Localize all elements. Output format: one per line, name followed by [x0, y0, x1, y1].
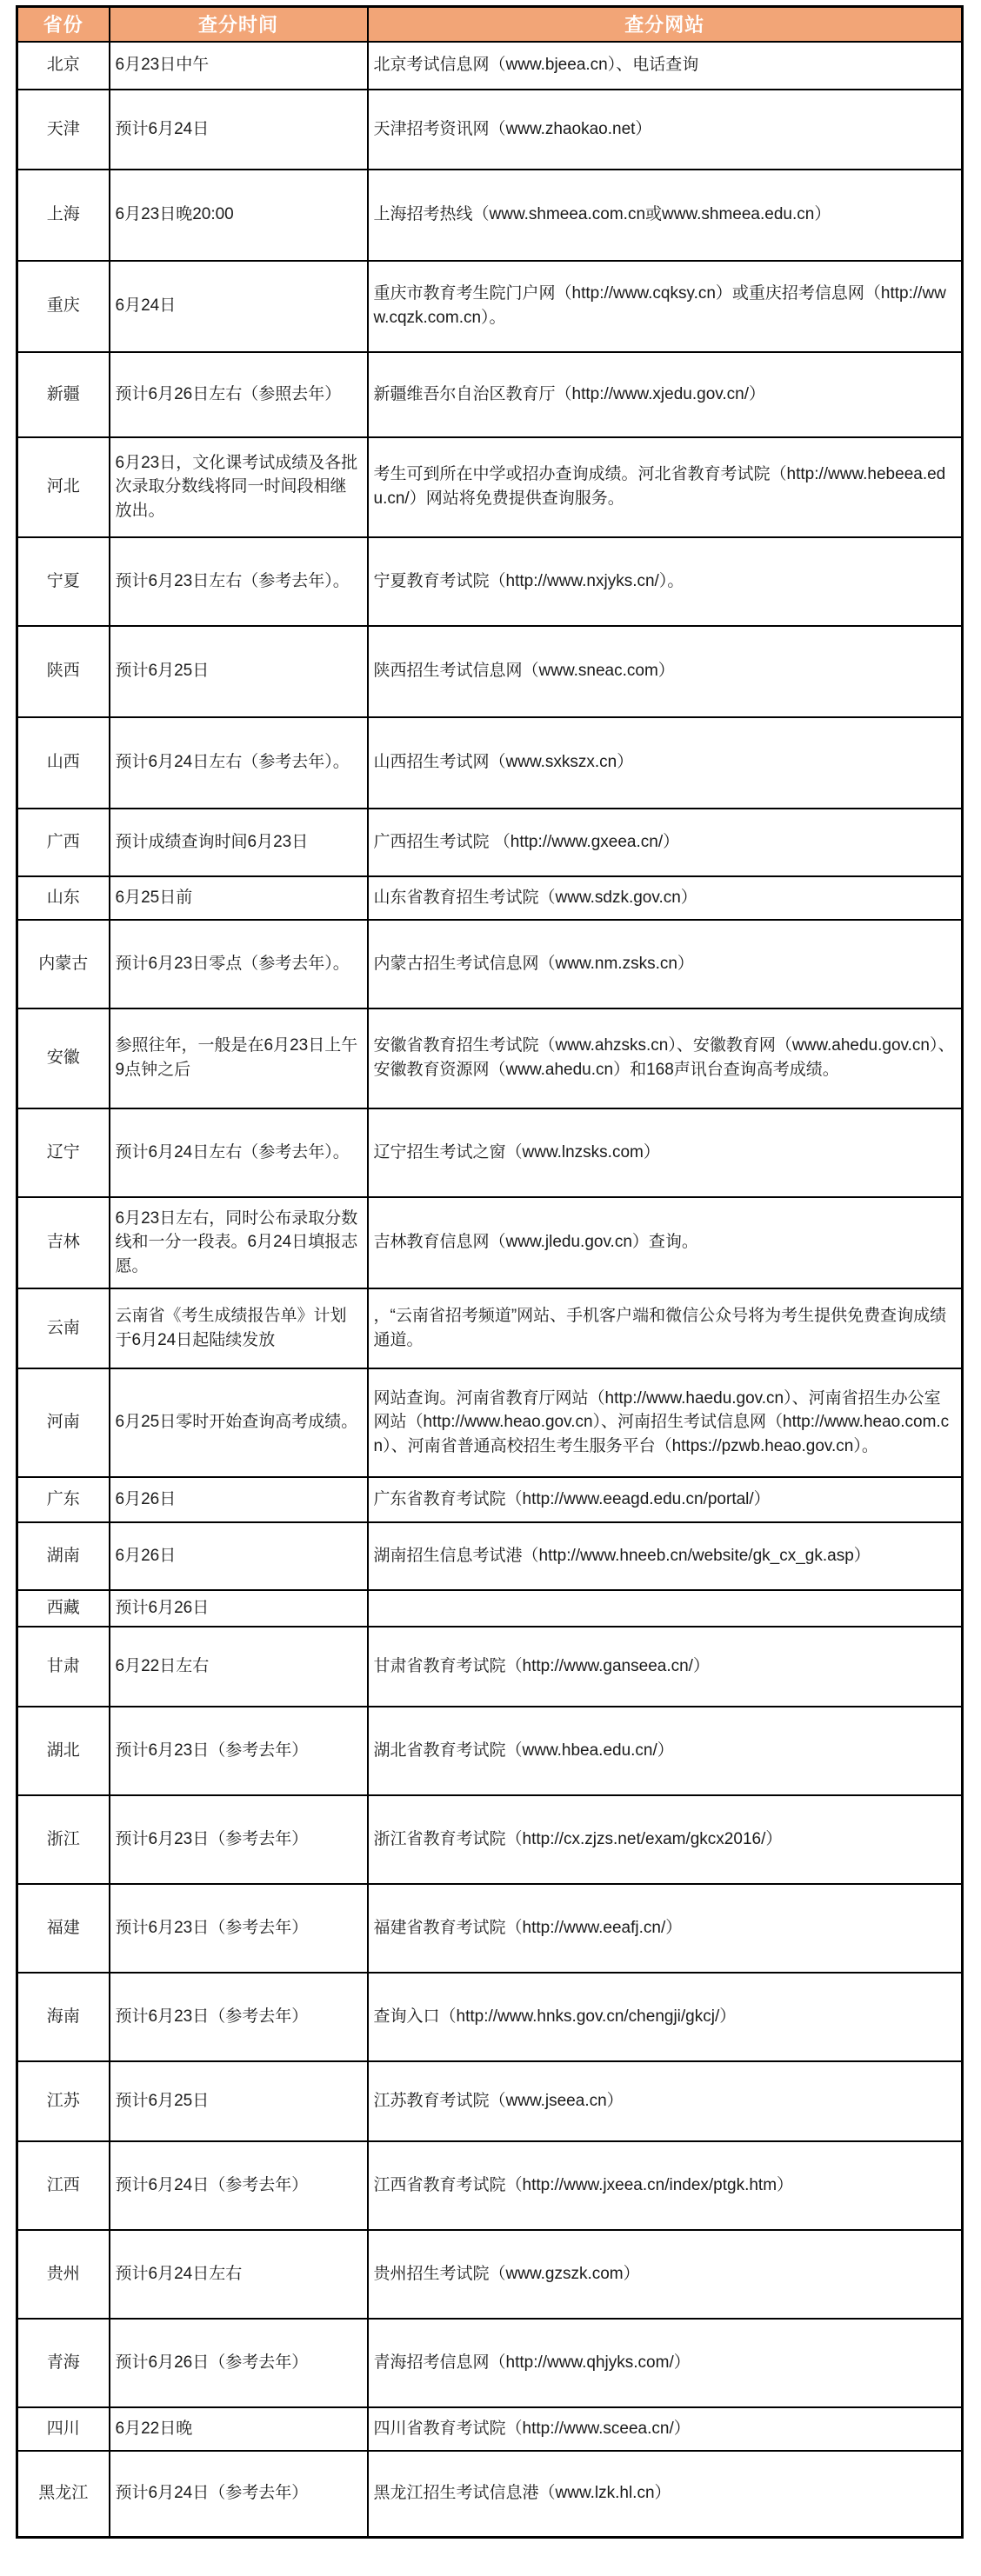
cell-province: 上海 — [17, 170, 110, 261]
cell-site: 宁夏教育考试院（http://www.nxjyks.cn/）。 — [368, 537, 963, 626]
cell-province: 海南 — [17, 1973, 110, 2061]
cell-site: 考生可到所在中学或招办查询成绩。河北省教育考试院（http://www.hebeea.edu.cn/）网站将免费提供查询服务。 — [368, 437, 963, 537]
table-row — [17, 537, 963, 626]
cell-site: 吉林教育信息网（www.jledu.gov.cn）查询。 — [368, 1197, 963, 1288]
cell-time: 参照往年，一般是在6月23日上午9点钟之后 — [110, 1008, 368, 1108]
cell-province: 福建 — [17, 1884, 110, 1973]
table-row — [17, 1288, 963, 1368]
table-row — [17, 1108, 963, 1197]
cell-site: 四川省教育考试院（http://www.sceea.cn/） — [368, 2407, 963, 2451]
cell-time: 预计成绩查询时间6月23日 — [110, 809, 368, 876]
cell-province: 山东 — [17, 876, 110, 920]
table-row — [17, 90, 963, 170]
cell-site: 广西招生考试院 （http://www.gxeea.cn/） — [368, 809, 963, 876]
table-row — [17, 1477, 963, 1522]
cell-time: 预计6月26日左右（参照去年） — [110, 352, 368, 437]
cell-time: 6月22日晚 — [110, 2407, 368, 2451]
cell-time: 6月26日 — [110, 1522, 368, 1590]
table-row — [17, 2319, 963, 2407]
table-row — [17, 1884, 963, 1973]
table-row — [17, 2230, 963, 2319]
cell-time: 预计6月24日 — [110, 90, 368, 170]
cell-site: 江苏教育考试院（www.jseea.cn） — [368, 2061, 963, 2141]
table-row — [17, 1197, 963, 1288]
cell-time: 预计6月23日（参考去年） — [110, 1707, 368, 1795]
table-row — [17, 717, 963, 809]
cell-time: 6月26日 — [110, 1477, 368, 1522]
cell-province: 贵州 — [17, 2230, 110, 2319]
cell-time: 6月23日，文化课考试成绩及各批次录取分数线将同一时间段相继放出。 — [110, 437, 368, 537]
cell-time: 6月24日 — [110, 261, 368, 352]
cell-time: 6月25日零时开始查询高考成绩。 — [110, 1368, 368, 1477]
table-body — [17, 42, 963, 2538]
table-row — [17, 2451, 963, 2538]
cell-site: 上海招考热线（www.shmeea.com.cn或www.shmeea.edu.cn） — [368, 170, 963, 261]
cell-province: 辽宁 — [17, 1108, 110, 1197]
cell-site: 浙江省教育考试院（http://cx.zjzs.net/exam/gkcx2016/） — [368, 1795, 963, 1884]
table-row — [17, 352, 963, 437]
cell-site: 山西招生考试网（www.sxkszx.cn） — [368, 717, 963, 809]
cell-site: 青海招考信息网（http://www.qhjyks.com/） — [368, 2319, 963, 2407]
cell-site: 内蒙古招生考试信息网（www.nm.zsks.cn） — [368, 920, 963, 1008]
cell-time: 预计6月23日零点（参考去年）。 — [110, 920, 368, 1008]
cell-province: 重庆 — [17, 261, 110, 352]
cell-province: 江苏 — [17, 2061, 110, 2141]
table-row — [17, 261, 963, 352]
cell-site — [368, 1590, 963, 1627]
table-row — [17, 920, 963, 1008]
cell-site: 湖北省教育考试院（www.hbea.edu.cn/） — [368, 1707, 963, 1795]
table-row — [17, 42, 963, 90]
cell-site: 湖南招生信息考试港（http://www.hneeb.cn/website/gk_cx_gk.asp） — [368, 1522, 963, 1590]
header-time: 查分时间 — [110, 7, 368, 42]
table-row — [17, 1973, 963, 2061]
cell-site: 黑龙江招生考试信息港（www.lzk.hl.cn） — [368, 2451, 963, 2538]
cell-province: 江西 — [17, 2141, 110, 2230]
cell-site: 北京考试信息网（www.bjeea.cn）、电话查询 — [368, 42, 963, 90]
cell-time: 6月22日左右 — [110, 1627, 368, 1707]
cell-site: 贵州招生考试院（www.gzszk.com） — [368, 2230, 963, 2319]
cell-time: 预计6月25日 — [110, 626, 368, 717]
cell-province: 西藏 — [17, 1590, 110, 1627]
table-row — [17, 437, 963, 537]
cell-time: 预计6月24日左右 — [110, 2230, 368, 2319]
cell-province: 广东 — [17, 1477, 110, 1522]
cell-time: 预计6月23日左右（参考去年）。 — [110, 537, 368, 626]
cell-time: 6月25日前 — [110, 876, 368, 920]
cell-time: 预计6月24日（参考去年） — [110, 2451, 368, 2538]
cell-time: 预计6月24日（参考去年） — [110, 2141, 368, 2230]
cell-time: 预计6月23日（参考去年） — [110, 1795, 368, 1884]
cell-province: 河南 — [17, 1368, 110, 1477]
cell-site: 辽宁招生考试之窗（www.lnzsks.com） — [368, 1108, 963, 1197]
cell-province: 青海 — [17, 2319, 110, 2407]
cell-province: 内蒙古 — [17, 920, 110, 1008]
cell-site: 陕西招生考试信息网（www.sneac.com） — [368, 626, 963, 717]
cell-province: 湖北 — [17, 1707, 110, 1795]
cell-time: 预计6月26日 — [110, 1590, 368, 1627]
cell-site: 新疆维吾尔自治区教育厅（http://www.xjedu.gov.cn/） — [368, 352, 963, 437]
cell-time: 预计6月24日左右（参考去年）。 — [110, 717, 368, 809]
cell-time: 预计6月26日（参考去年） — [110, 2319, 368, 2407]
cell-time: 预计6月24日左右（参考去年）。 — [110, 1108, 368, 1197]
cell-site: 网站查询。河南省教育厅网站（http://www.haedu.gov.cn）、河南省招生办公室网站（http://www.heao.gov.cn）、河南招生考试信息网（http://www.heao.com.cn）、河南省普通高校招生考生服务平台（https://pzwb.heao.gov.cn）。 — [368, 1368, 963, 1477]
cell-site: 福建省教育考试院（http://www.eeafj.cn/） — [368, 1884, 963, 1973]
table-row — [17, 170, 963, 261]
cell-site: 重庆市教育考生院门户网（http://www.cqksy.cn）或重庆招考信息网（http://www.cqzk.com.cn）。 — [368, 261, 963, 352]
cell-province: 四川 — [17, 2407, 110, 2451]
cell-province: 湖南 — [17, 1522, 110, 1590]
table-row — [17, 2407, 963, 2451]
table-row — [17, 1368, 963, 1477]
cell-site: 甘肃省教育考试院（http://www.ganseea.cn/） — [368, 1627, 963, 1707]
cell-site: 江西省教育考试院（http://www.jxeea.cn/index/ptgk.htm） — [368, 2141, 963, 2230]
table-row — [17, 2061, 963, 2141]
table-row — [17, 1522, 963, 1590]
table-row — [17, 1795, 963, 1884]
cell-province: 安徽 — [17, 1008, 110, 1108]
table-row — [17, 1707, 963, 1795]
cell-province: 山西 — [17, 717, 110, 809]
table-row — [17, 1590, 963, 1627]
table-row — [17, 1008, 963, 1108]
cell-time: 6月23日中午 — [110, 42, 368, 90]
cell-province: 广西 — [17, 809, 110, 876]
cell-province: 云南 — [17, 1288, 110, 1368]
cell-site: 安徽省教育招生考试院（www.ahzsks.cn）、安徽教育网（www.ahedu.gov.cn）、安徽教育资源网（www.ahedu.cn）和168声讯台查询高考成绩。 — [368, 1008, 963, 1108]
cell-time: 预计6月23日（参考去年） — [110, 1884, 368, 1973]
cell-time: 预计6月23日（参考去年） — [110, 1973, 368, 2061]
table-row — [17, 626, 963, 717]
cell-time: 预计6月25日 — [110, 2061, 368, 2141]
header-province: 省份 — [17, 7, 110, 42]
cell-province: 吉林 — [17, 1197, 110, 1288]
cell-site: 查询入口（http://www.hnks.gov.cn/chengji/gkcj/） — [368, 1973, 963, 2061]
score-query-table — [16, 5, 964, 2539]
header-site: 查分网站 — [368, 7, 963, 42]
table-row — [17, 1627, 963, 1707]
cell-site: 山东省教育招生考试院（www.sdzk.gov.cn） — [368, 876, 963, 920]
cell-time: 6月23日晚20:00 — [110, 170, 368, 261]
cell-province: 河北 — [17, 437, 110, 537]
cell-time: 云南省《考生成绩报告单》计划于6月24日起陆续发放 — [110, 1288, 368, 1368]
table-row — [17, 876, 963, 920]
cell-site: ，“云南省招考频道”网站、手机客户端和微信公众号将为考生提供免费查询成绩通道。 — [368, 1288, 963, 1368]
cell-site: 广东省教育考试院（http://www.eeagd.edu.cn/portal/） — [368, 1477, 963, 1522]
cell-province: 浙江 — [17, 1795, 110, 1884]
cell-province: 新疆 — [17, 352, 110, 437]
cell-province: 宁夏 — [17, 537, 110, 626]
table-row — [17, 809, 963, 876]
cell-province: 黑龙江 — [17, 2451, 110, 2538]
header-row — [17, 7, 963, 42]
score-query-table-container — [16, 5, 964, 2539]
cell-province: 天津 — [17, 90, 110, 170]
cell-site: 天津招考资讯网（www.zhaokao.net） — [368, 90, 963, 170]
cell-time: 6月23日左右，同时公布录取分数线和一分一段表。6月24日填报志愿。 — [110, 1197, 368, 1288]
cell-province: 北京 — [17, 42, 110, 90]
table-row — [17, 2141, 963, 2230]
cell-province: 甘肃 — [17, 1627, 110, 1707]
cell-province: 陕西 — [17, 626, 110, 717]
